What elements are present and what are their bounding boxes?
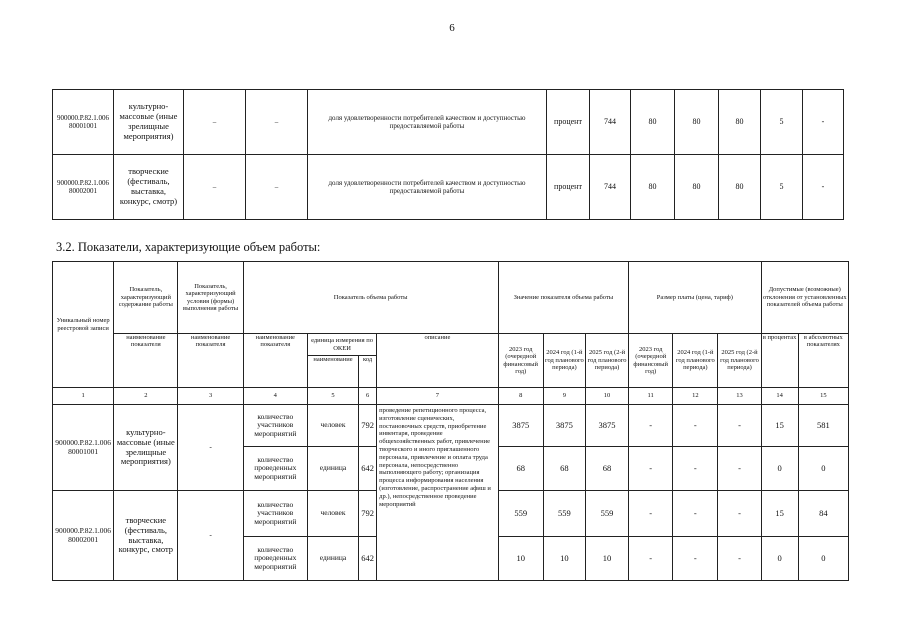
volume-indicator-name: количество участников мероприятий — [243, 405, 307, 447]
value-2025: 559 — [585, 491, 628, 537]
header-conditions: Показатель, характеризующий условия (формы) выполнения работы — [178, 262, 243, 334]
header-unique-number: Уникальный номер реестровой записи — [53, 262, 114, 388]
header-price-2023: 2023 год (очередной финансовый год) — [629, 334, 673, 388]
table-row — [53, 405, 849, 447]
value-2025: 80 — [719, 90, 761, 155]
price-2023: - — [629, 447, 673, 491]
value-2025: 80 — [719, 155, 761, 220]
header-year-2024: 2024 год (1-й год планового периода) — [543, 334, 585, 388]
column-index: 11 — [629, 388, 673, 405]
deviation-absolute: 84 — [798, 491, 848, 537]
deviation-absolute: 0 — [798, 447, 848, 491]
work-content: творческие (фестиваль, выставка, конкурс, смотр — [114, 491, 178, 581]
header-price: Размер платы (цена, тариф) — [629, 262, 761, 334]
okei-code: 744 — [590, 155, 631, 220]
value-2024: 80 — [675, 155, 719, 220]
okei-code: 792 — [359, 405, 377, 447]
okei-code: 792 — [359, 491, 377, 537]
work-description: проведение репетиционного процесса, изготовление сценических, постановочных средств, приобретение инвентаря, проведение общехозяйственных работ, привлечение творческого и иного приглашенного персонала, привлечение и оплата труда персонала, непосредственно выполняющего работу; организация процесса информирования населения (изготовление, распространение афиш и др.), непосредственное проведение мероприятий — [377, 405, 498, 581]
value-2025: 10 — [585, 537, 628, 581]
table-row — [53, 155, 844, 220]
unit-name: процент — [547, 155, 590, 220]
column-index-row — [53, 388, 849, 405]
unit-name: единица — [307, 537, 358, 581]
value-2025: 68 — [585, 447, 628, 491]
header-volume: Показатель объема работы — [243, 262, 498, 334]
column-index: 1 — [53, 388, 114, 405]
deviation-absolute: 581 — [798, 405, 848, 447]
value-2023: 559 — [498, 491, 543, 537]
value-2023: 68 — [498, 447, 543, 491]
column-index: 15 — [798, 388, 848, 405]
value-2024: 3875 — [543, 405, 585, 447]
price-2025: - — [718, 537, 761, 581]
deviation-percent: 0 — [761, 537, 798, 581]
header-deviations: Допустимые (возможные) отклонения от установленных показателей объема работы — [761, 262, 848, 334]
column-index: 6 — [359, 388, 377, 405]
header-row — [53, 334, 849, 356]
page-number: 6 — [449, 22, 455, 34]
indicator-name: доля удовлетворенности потребителей качеством и доступностью предоставляемой работы — [308, 90, 547, 155]
value-2023: 80 — [631, 90, 675, 155]
price-2023: - — [629, 405, 673, 447]
unit-name: процент — [547, 90, 590, 155]
volume-indicator-name: количество проведенных мероприятий — [243, 537, 307, 581]
deviation-absolute: - — [803, 155, 844, 220]
value-2024: 559 — [543, 491, 585, 537]
column-index: 5 — [307, 388, 358, 405]
value-2024: 68 — [543, 447, 585, 491]
value-2024: 10 — [543, 537, 585, 581]
header-price-2025: 2025 год (2-й год планового периода) — [718, 334, 761, 388]
condition-2: – — [246, 155, 308, 220]
header-content-name: наименование показателя — [114, 334, 178, 388]
section-title: 3.2. Показатели, характеризующие объем работы: — [56, 240, 321, 254]
quality-indicators-table — [52, 89, 844, 220]
header-year-2025: 2025 год (2-й год планового периода) — [585, 334, 628, 388]
header-values: Значение показателя объема работы — [498, 262, 628, 334]
okei-code: 744 — [590, 90, 631, 155]
price-2025: - — [718, 405, 761, 447]
value-2023: 10 — [498, 537, 543, 581]
price-2024: - — [673, 537, 718, 581]
price-2024: - — [673, 491, 718, 537]
deviation-percent: 5 — [761, 90, 803, 155]
column-index: 10 — [585, 388, 628, 405]
value-2023: 3875 — [498, 405, 543, 447]
deviation-percent: 15 — [761, 405, 798, 447]
column-index: 9 — [543, 388, 585, 405]
deviation-percent: 0 — [761, 447, 798, 491]
column-index: 12 — [673, 388, 718, 405]
header-content: Показатель, характеризующий содержание работы — [114, 262, 178, 334]
deviation-percent: 5 — [761, 155, 803, 220]
volume-indicators-table — [52, 261, 849, 581]
work-condition: - — [178, 405, 243, 491]
header-unit-name: наименование — [307, 356, 358, 388]
header-in-absolute: в абсолютных показателях — [798, 334, 848, 388]
header-conditions-name: наименование показателя — [178, 334, 243, 388]
volume-indicator-name: количество проведенных мероприятий — [243, 447, 307, 491]
header-unit-okei: единица измерения по ОКЕИ — [307, 334, 376, 356]
work-content: творческие (фестиваль, выставка, конкурс, смотр) — [114, 155, 184, 220]
price-2025: - — [718, 447, 761, 491]
header-description: описание — [377, 334, 498, 388]
registry-code: 900000.Р.82.1.006 80002001 — [53, 155, 114, 220]
unit-name: человек — [307, 405, 358, 447]
header-volume-name: наименование показателя — [243, 334, 307, 388]
column-index: 7 — [377, 388, 498, 405]
work-content: культурно-массовые (иные зрелищные мероприятия) — [114, 405, 178, 491]
price-2023: - — [629, 537, 673, 581]
registry-code: 900000.Р.82.1.006 80001001 — [53, 90, 114, 155]
column-index: 8 — [498, 388, 543, 405]
column-index: 4 — [243, 388, 307, 405]
registry-code: 900000.Р.82.1.006 80001001 — [53, 405, 114, 491]
header-row — [53, 262, 849, 334]
price-2024: - — [673, 405, 718, 447]
header-year-2023: 2023 год (очередной финансовый год) — [498, 334, 543, 388]
price-2024: - — [673, 447, 718, 491]
value-2024: 80 — [675, 90, 719, 155]
work-condition: - — [178, 491, 243, 581]
registry-code: 900000.Р.82.1.006 80002001 — [53, 491, 114, 581]
header-unit-code: код — [359, 356, 377, 388]
unit-name: единица — [307, 447, 358, 491]
condition-2: – — [246, 90, 308, 155]
value-2023: 80 — [631, 155, 675, 220]
volume-indicator-name: количество участников мероприятий — [243, 491, 307, 537]
price-2025: - — [718, 491, 761, 537]
okei-code: 642 — [359, 447, 377, 491]
deviation-absolute: - — [803, 90, 844, 155]
deviation-percent: 15 — [761, 491, 798, 537]
condition-1: – — [184, 90, 246, 155]
column-index: 14 — [761, 388, 798, 405]
work-content: культурно-массовые (иные зрелищные мероприятия) — [114, 90, 184, 155]
price-2023: - — [629, 491, 673, 537]
okei-code: 642 — [359, 537, 377, 581]
indicator-name: доля удовлетворенности потребителей качеством и доступностью предоставляемой работы — [308, 155, 547, 220]
column-index: 3 — [178, 388, 243, 405]
header-price-2024: 2024 год (1-й год планового периода) — [673, 334, 718, 388]
column-index: 2 — [114, 388, 178, 405]
deviation-absolute: 0 — [798, 537, 848, 581]
unit-name: человек — [307, 491, 358, 537]
condition-1: – — [184, 155, 246, 220]
header-in-percent: в процентах — [761, 334, 798, 388]
value-2025: 3875 — [585, 405, 628, 447]
table-row — [53, 90, 844, 155]
column-index: 13 — [718, 388, 761, 405]
